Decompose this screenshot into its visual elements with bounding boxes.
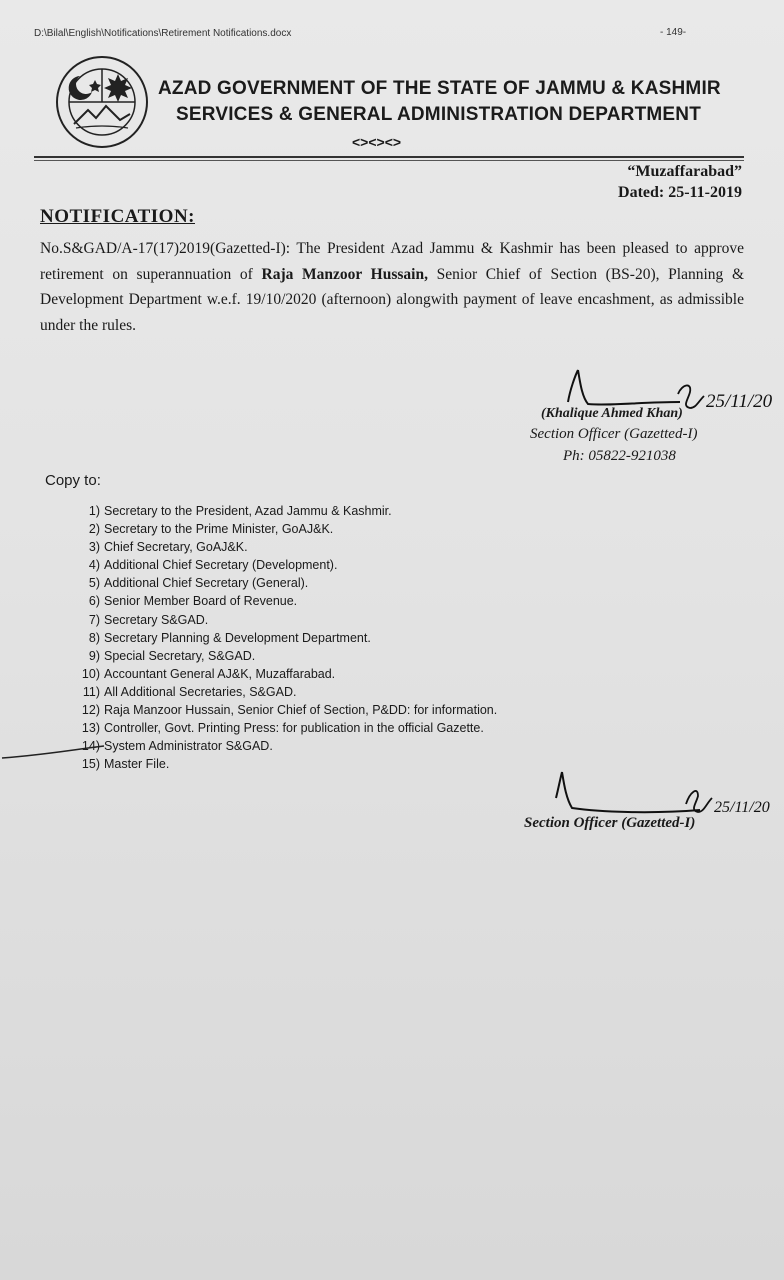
list-item (76, 737, 497, 755)
pen-mark (0, 738, 110, 762)
list-number: 8) (88, 630, 100, 645)
list-text: Senior Member Board of Revenue. (104, 594, 298, 609)
list-item (76, 683, 497, 701)
list-number: 4) (88, 558, 100, 573)
header-rule-thin (34, 160, 744, 161)
list-text: Additional Chief Secretary (General). (104, 576, 309, 591)
list-text: Accountant General AJ&K, Muzaffarabad. (104, 666, 336, 681)
officer-name: Raja Manzoor Hussain, (261, 265, 428, 283)
list-text: Chief Secretary, GoAJ&K. (104, 540, 248, 555)
page-number: - 149- (660, 27, 687, 38)
list-number: 1) (88, 504, 100, 518)
header-line-2: SERVICES & GENERAL ADMINISTRATION DEPARTMENT (176, 104, 702, 125)
place-name: “Muzaffarabad” (627, 163, 742, 180)
header-rule (34, 156, 744, 158)
list-number: 14) (81, 739, 100, 754)
copy-to-label: Copy to: (45, 472, 101, 489)
ajk-emblem-icon (54, 54, 150, 150)
list-number: 2) (88, 522, 100, 537)
signatory-name: (Khalique Ahmed Khan) (541, 406, 683, 421)
body-part-1: No.S&GAD/A-17(17)2019(Gazetted-I): The President Azad Jammu & Kashmir has been pleased to approve retirement on superannuation of (40, 240, 744, 283)
list-item (76, 701, 497, 719)
list-number: 13) (81, 721, 100, 736)
list-text: Secretary to the President, Azad Jammu & Kashmir. (104, 504, 392, 518)
list-text: Controller, Govt. Printing Press: for publication in the official Gazette. (104, 721, 484, 736)
list-text: All Additional Secretaries, S&GAD. (104, 684, 297, 699)
list-number: 6) (88, 594, 100, 609)
header-ornament: <><><> (352, 134, 402, 150)
header-line-1: AZAD GOVERNMENT OF THE STATE OF JAMMU & KASHMIR (158, 78, 721, 99)
list-text: Secretary Planning & Development Department. (104, 630, 371, 645)
list-number: 9) (88, 648, 100, 663)
list-number: 12) (81, 703, 100, 718)
list-item (76, 647, 497, 665)
list-item (76, 592, 497, 610)
list-text: Secretary to the Prime Minister, GoAJ&K. (104, 522, 334, 537)
list-number: 3) (88, 540, 100, 555)
list-item (76, 665, 497, 683)
list-text: Secretary S&GAD. (104, 612, 209, 627)
list-item (76, 719, 497, 737)
list-item (76, 538, 497, 556)
notification-body (40, 236, 744, 338)
footer-signatory: Section Officer (Gazetted-I) (524, 815, 696, 831)
list-number: 11) (82, 684, 100, 699)
list-number: 15) (81, 757, 100, 772)
list-text: Master File. (104, 757, 170, 772)
body-part-2: Senior Chief of Section (BS-20), Planning & Development Department w.e.f. 19/10/2020 (afternoon) alongwith payment of leave encashment, as admissible under the rules. (40, 265, 745, 334)
notification-heading: NOTIFICATION: (40, 206, 195, 227)
copy-to-list (76, 502, 497, 773)
list-item (76, 502, 497, 520)
signatory-designation: Section Officer (Gazetted-I) (530, 426, 698, 442)
list-number: 7) (88, 612, 100, 627)
list-item (76, 611, 497, 629)
list-item (76, 629, 497, 647)
list-text: Raja Manzoor Hussain, Senior Chief of Section, P&DD: for information. (104, 703, 498, 718)
list-text: Special Secretary, S&GAD. (104, 648, 256, 663)
list-item (76, 520, 497, 538)
date-line: Dated: 25-11-2019 (618, 184, 742, 201)
list-text: Additional Chief Secretary (Development). (104, 558, 338, 573)
handwritten-date-2: 25/11/20 (714, 799, 770, 816)
file-path: D:\Bilal\English\Notifications\Retirement Notifications.docx (34, 28, 292, 39)
list-item (76, 755, 497, 773)
list-number: 10) (81, 666, 100, 681)
list-item (76, 556, 497, 574)
list-text: System Administrator S&GAD. (104, 739, 273, 754)
list-item (76, 574, 497, 592)
list-number: 5) (88, 576, 100, 591)
signatory-phone: Ph: 05822-921038 (563, 448, 676, 464)
handwritten-date-1: 25/11/20 (706, 391, 773, 412)
